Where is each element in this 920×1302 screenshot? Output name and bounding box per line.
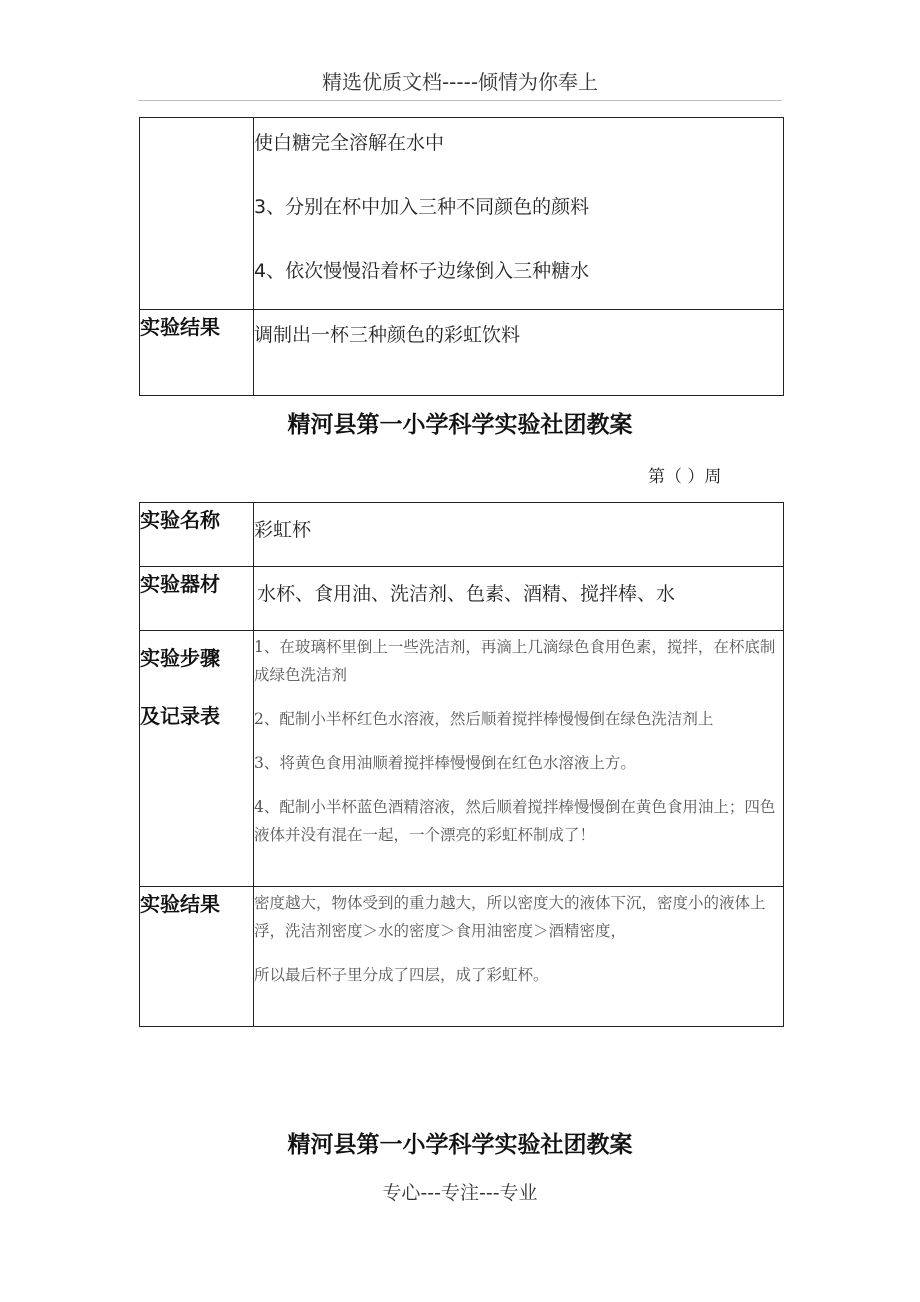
page-footer: 专心---专注---专业 (382, 1182, 538, 1204)
step-item: 2、配制小半杯红色水溶液，然后顺着搅拌棒慢慢倒在绿色洗洁剂上 (254, 710, 714, 728)
result-label: 实验结果 (140, 887, 254, 1027)
result-text: 密度越大，物体受到的重力越大，所以密度大的液体下沉，密度小的液体上浮，洗洁剂密度＞水的密度＞食用油密度＞酒精密度， (254, 894, 766, 940)
materials-value: 水杯、食用油、洗洁剂、色素、酒精、搅拌棒、水 (257, 583, 676, 605)
continued-step-line: 3、分别在杯中加入三种不同颜色的颜料 (254, 196, 590, 218)
continued-result-value: 调制出一杯三种颜色的彩虹饮料 (254, 324, 521, 346)
plan-title: 精河县第一小学科学实验社团教案 (287, 411, 633, 438)
steps-label-line: 及记录表 (140, 704, 220, 728)
result-cell (254, 887, 784, 1027)
plan-title-next: 精河县第一小学科学实验社团教案 (287, 1131, 633, 1158)
step-item: 3、将黄色食用油顺着搅拌棒慢慢倒在红色水溶液上方。 (254, 754, 636, 772)
steps-label-line: 实验步骤 (140, 646, 220, 670)
steps-label (140, 631, 254, 887)
week-label: 第（ ）周 (648, 467, 722, 487)
materials-cell (254, 567, 784, 631)
step-item: 4、配制小半杯蓝色酒精溶液，然后顺着搅拌棒慢慢倒在黄色食用油上；四色液体并没有混在一起，一个漂亮的彩虹杯制成了！ (254, 798, 776, 844)
lesson-plan-table (139, 502, 784, 1027)
page-header: 精选优质文档-----倾情为你奉上 (321, 70, 599, 94)
name-cell (254, 503, 784, 567)
continued-step-line: 使白糖完全溶解在水中 (254, 132, 445, 154)
header-divider (138, 100, 782, 101)
continued-table (139, 117, 784, 396)
continued-label-cell (140, 118, 254, 310)
steps-cell (254, 631, 784, 887)
continued-step-line: 4、依次慢慢沿着杯子边缘倒入三种糖水 (254, 260, 590, 282)
result-text: 所以最后杯子里分成了四层，成了彩虹杯。 (254, 966, 549, 984)
name-label: 实验名称 (140, 503, 254, 567)
continued-result-cell (254, 310, 784, 396)
name-value: 彩虹杯 (254, 519, 312, 541)
continued-steps-cell (254, 118, 784, 310)
materials-label: 实验器材 (140, 567, 254, 631)
step-item: 1、在玻璃杯里倒上一些洗洁剂，再滴上几滴绿色食用色素，搅拌，在杯底制成绿色洗洁剂 (254, 638, 776, 684)
continued-result-label: 实验结果 (140, 310, 254, 396)
